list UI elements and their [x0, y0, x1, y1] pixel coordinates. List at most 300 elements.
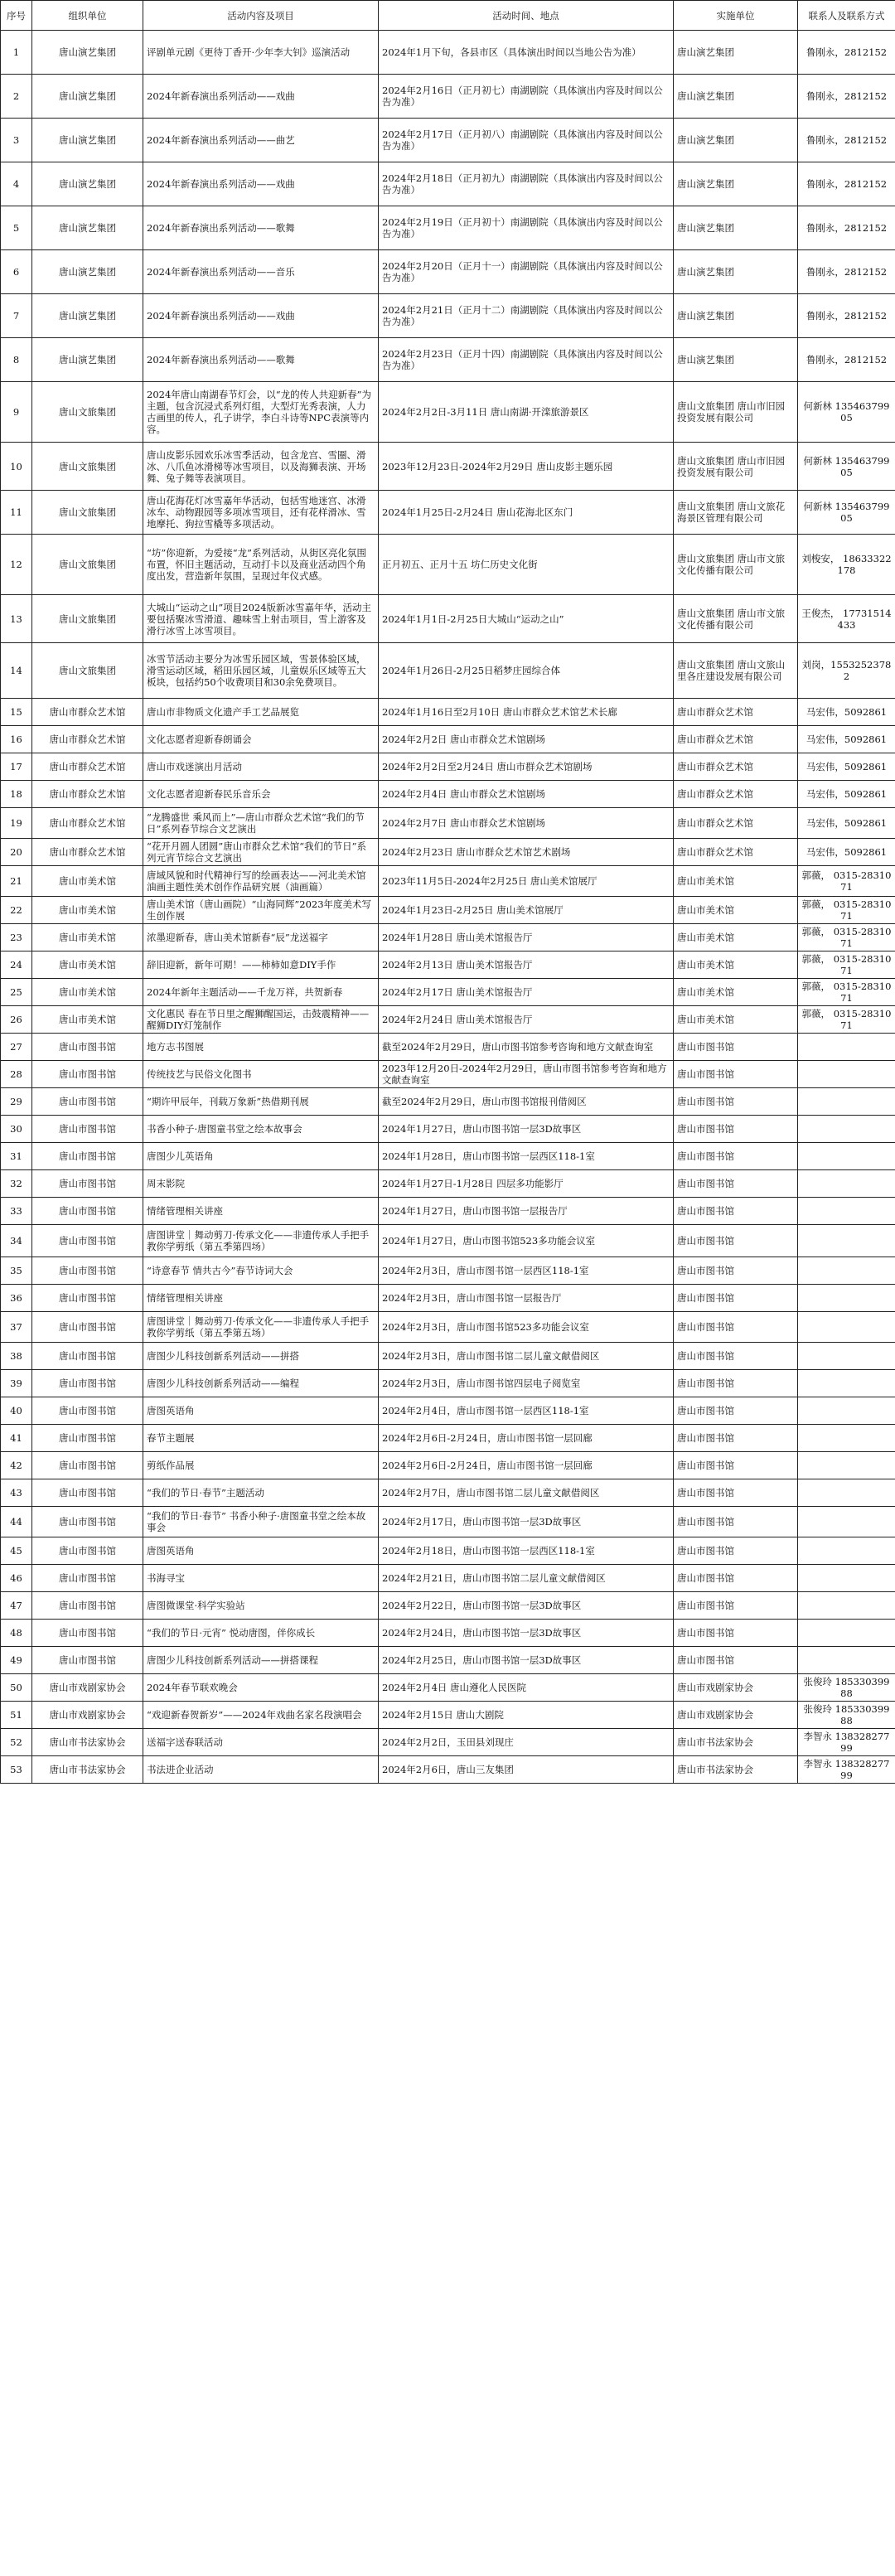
- table-body: [1, 31, 895, 1784]
- cell-organizer: 唐山市图书馆: [32, 1452, 143, 1479]
- cell-contact: 鲁刚永，2812152: [798, 206, 895, 250]
- cell-time-place: 2024年2月2日-3月11日 唐山南湖·开滦旅游景区: [379, 382, 674, 443]
- cell-index: 17: [1, 753, 32, 781]
- cell-activity: 2024年新春演出系列活动——戏曲: [143, 75, 379, 119]
- header-time-place: 活动时间、地点: [379, 1, 674, 31]
- cell-time-place: 2024年2月21日，唐山市图书馆二层儿童文献借阅区: [379, 1565, 674, 1592]
- cell-activity: 剪纸作品展: [143, 1452, 379, 1479]
- table-row: [1, 979, 895, 1006]
- cell-index: 16: [1, 726, 32, 753]
- cell-index: 18: [1, 781, 32, 808]
- cell-activity: 周末影院: [143, 1170, 379, 1198]
- cell-contact: 马宏伟，5092861: [798, 781, 895, 808]
- cell-index: 7: [1, 294, 32, 338]
- table-row: [1, 31, 895, 75]
- table-row: [1, 595, 895, 643]
- cell-activity: 评剧单元剧《更待丁香开·少年李大钊》巡演活动: [143, 31, 379, 75]
- cell-organizer: 唐山市图书馆: [32, 1507, 143, 1537]
- table-row: [1, 382, 895, 443]
- cell-activity: 唐域风貌和时代精神行写的绘画表达——河北美术馆油画主题性美术创作作品研究展（油画篇）: [143, 866, 379, 897]
- cell-activity: 唐图少儿科技创新系列活动——拼搭: [143, 1343, 379, 1370]
- table-row: [1, 1312, 895, 1343]
- cell-time-place: 2024年2月2日，玉田县刘现庄: [379, 1729, 674, 1756]
- cell-organizer: 唐山市美术馆: [32, 897, 143, 924]
- cell-implementer: 唐山市图书馆: [674, 1452, 798, 1479]
- cell-index: 49: [1, 1647, 32, 1674]
- cell-activity: 唐图讲堂｜舞动剪刀·传承文化——非遗传承人手把手教你学剪纸（第五季第五场）: [143, 1312, 379, 1343]
- cell-time-place: 截至2024年2月29日，唐山市图书馆报刊借阅区: [379, 1088, 674, 1116]
- cell-organizer: 唐山市图书馆: [32, 1312, 143, 1343]
- table-row: [1, 1620, 895, 1647]
- cell-contact: [798, 1592, 895, 1620]
- table-row: [1, 1034, 895, 1061]
- cell-index: 45: [1, 1537, 32, 1565]
- cell-activity: 唐图少儿英语角: [143, 1143, 379, 1170]
- cell-contact: [798, 1425, 895, 1452]
- cell-index: 14: [1, 643, 32, 699]
- cell-activity: 唐图微课堂·科学实验站: [143, 1592, 379, 1620]
- cell-contact: 李智永 13832827799: [798, 1756, 895, 1784]
- cell-implementer: 唐山文旅集团 唐山市旧园投资发展有限公司: [674, 382, 798, 443]
- cell-contact: 张俊玲 18533039988: [798, 1702, 895, 1729]
- cell-activity: 地方志书图展: [143, 1034, 379, 1061]
- cell-implementer: 唐山市戏剧家协会: [674, 1674, 798, 1702]
- cell-activity: “戏迎新春贺新岁”——2024年戏曲名家名段演唱会: [143, 1702, 379, 1729]
- cell-contact: 马宏伟，5092861: [798, 839, 895, 866]
- cell-contact: 马宏伟，5092861: [798, 753, 895, 781]
- cell-organizer: 唐山市群众艺术馆: [32, 839, 143, 866]
- table-row: [1, 1198, 895, 1225]
- table-row: [1, 1507, 895, 1537]
- table-row: [1, 1285, 895, 1312]
- cell-time-place: 2023年11月5日-2024年2月25日 唐山美术馆展厅: [379, 866, 674, 897]
- table-row: [1, 839, 895, 866]
- cell-activity: 唐图讲堂｜舞动剪刀·传承文化——非遗传承人手把手教你学剪纸（第五季第四场）: [143, 1225, 379, 1257]
- cell-activity: 唐图英语角: [143, 1397, 379, 1425]
- cell-implementer: 唐山演艺集团: [674, 338, 798, 382]
- cell-implementer: 唐山市图书馆: [674, 1116, 798, 1143]
- table-row: [1, 699, 895, 726]
- cell-contact: 鲁刚永，2812152: [798, 119, 895, 162]
- cell-contact: [798, 1225, 895, 1257]
- cell-implementer: 唐山市群众艺术馆: [674, 839, 798, 866]
- cell-contact: [798, 1370, 895, 1397]
- cell-time-place: 2024年2月24日，唐山市图书馆一层3D故事区: [379, 1620, 674, 1647]
- cell-time-place: 2024年2月20日（正月十一）南湖剧院（具体演出内容及时间以公告为准）: [379, 250, 674, 294]
- cell-contact: 刘岗，15532523782: [798, 643, 895, 699]
- cell-organizer: 唐山市图书馆: [32, 1370, 143, 1397]
- cell-organizer: 唐山市群众艺术馆: [32, 781, 143, 808]
- cell-contact: 郭薇， 0315-2831071: [798, 979, 895, 1006]
- cell-time-place: 2024年2月17日，唐山市图书馆一层3D故事区: [379, 1507, 674, 1537]
- cell-implementer: 唐山市美术馆: [674, 866, 798, 897]
- cell-activity: 2024年新春演出系列活动——曲艺: [143, 119, 379, 162]
- header-row: [1, 1, 895, 31]
- cell-index: 30: [1, 1116, 32, 1143]
- cell-time-place: 2024年2月19日（正月初十）南湖剧院（具体演出内容及时间以公告为准）: [379, 206, 674, 250]
- cell-organizer: 唐山市图书馆: [32, 1088, 143, 1116]
- cell-implementer: 唐山市图书馆: [674, 1198, 798, 1225]
- cell-time-place: 2024年2月21日（正月十二）南湖剧院（具体演出内容及时间以公告为准）: [379, 294, 674, 338]
- cell-time-place: 2024年2月3日，唐山市图书馆523多功能会议室: [379, 1312, 674, 1343]
- cell-contact: [798, 1507, 895, 1537]
- cell-organizer: 唐山市图书馆: [32, 1537, 143, 1565]
- cell-organizer: 唐山市图书馆: [32, 1285, 143, 1312]
- cell-organizer: 唐山市群众艺术馆: [32, 753, 143, 781]
- cell-index: 22: [1, 897, 32, 924]
- cell-activity: 书法进企业活动: [143, 1756, 379, 1784]
- cell-index: 43: [1, 1479, 32, 1507]
- table-row: [1, 1397, 895, 1425]
- cell-time-place: 2024年2月13日 唐山美术馆报告厅: [379, 951, 674, 979]
- cell-organizer: 唐山市群众艺术馆: [32, 699, 143, 726]
- table-row: [1, 1729, 895, 1756]
- cell-activity: 唐山市戏迷演出月活动: [143, 753, 379, 781]
- cell-contact: [798, 1565, 895, 1592]
- cell-activity: “诗意春节 情共古今”春节诗词大会: [143, 1257, 379, 1285]
- table-row: [1, 924, 895, 951]
- table-row: [1, 119, 895, 162]
- cell-index: 8: [1, 338, 32, 382]
- cell-implementer: 唐山文旅集团 唐山文旅山里各庄建设发展有限公司: [674, 643, 798, 699]
- table-row: [1, 726, 895, 753]
- cell-time-place: 2024年2月23日（正月十四）南湖剧院（具体演出内容及时间以公告为准）: [379, 338, 674, 382]
- cell-implementer: 唐山演艺集团: [674, 31, 798, 75]
- table-row: [1, 491, 895, 535]
- table-row: [1, 1343, 895, 1370]
- cell-implementer: 唐山市美术馆: [674, 979, 798, 1006]
- cell-index: 2: [1, 75, 32, 119]
- cell-contact: [798, 1312, 895, 1343]
- cell-contact: 马宏伟，5092861: [798, 699, 895, 726]
- cell-time-place: 2024年2月24日 唐山美术馆报告厅: [379, 1006, 674, 1034]
- cell-organizer: 唐山市美术馆: [32, 951, 143, 979]
- cell-index: 25: [1, 979, 32, 1006]
- cell-contact: [798, 1198, 895, 1225]
- cell-implementer: 唐山市图书馆: [674, 1537, 798, 1565]
- cell-organizer: 唐山市书法家协会: [32, 1729, 143, 1756]
- table-row: [1, 206, 895, 250]
- cell-activity: 唐图英语角: [143, 1537, 379, 1565]
- table-row: [1, 1370, 895, 1397]
- cell-index: 1: [1, 31, 32, 75]
- cell-contact: 鲁刚永，2812152: [798, 75, 895, 119]
- cell-organizer: 唐山市图书馆: [32, 1170, 143, 1198]
- cell-implementer: 唐山市美术馆: [674, 924, 798, 951]
- cell-organizer: 唐山市图书馆: [32, 1225, 143, 1257]
- table-row: [1, 1565, 895, 1592]
- cell-contact: 马宏伟，5092861: [798, 808, 895, 839]
- cell-activity: 唐图少儿科技创新系列活动——编程: [143, 1370, 379, 1397]
- cell-index: 36: [1, 1285, 32, 1312]
- cell-time-place: 2024年2月7日，唐山市图书馆二层儿童文献借阅区: [379, 1479, 674, 1507]
- cell-index: 37: [1, 1312, 32, 1343]
- cell-activity: “龙腾盛世 乘风而上”—唐山市群众艺术馆“我们的节日”系列春节综合文艺演出: [143, 808, 379, 839]
- cell-time-place: 2024年2月23日 唐山市群众艺术馆艺术剧场: [379, 839, 674, 866]
- cell-index: 39: [1, 1370, 32, 1397]
- cell-activity: 2024年新年主题活动——千龙万祥，共贺新春: [143, 979, 379, 1006]
- table-row: [1, 866, 895, 897]
- cell-contact: [798, 1116, 895, 1143]
- cell-contact: [798, 1061, 895, 1088]
- cell-time-place: 2024年1月26日-2月25日稻梦庄园综合体: [379, 643, 674, 699]
- cell-contact: 郭薇， 0315-2831071: [798, 897, 895, 924]
- cell-implementer: 唐山文旅集团 唐山市文旅文化传播有限公司: [674, 535, 798, 595]
- cell-time-place: 2024年1月16日至2月10日 唐山市群众艺术馆艺术长廊: [379, 699, 674, 726]
- cell-implementer: 唐山市书法家协会: [674, 1756, 798, 1784]
- cell-activity: 2024年新春演出系列活动——歌舞: [143, 206, 379, 250]
- cell-index: 42: [1, 1452, 32, 1479]
- cell-time-place: 2024年2月25日，唐山市图书馆一层3D故事区: [379, 1647, 674, 1674]
- cell-contact: 鲁刚永，2812152: [798, 338, 895, 382]
- cell-implementer: 唐山市图书馆: [674, 1479, 798, 1507]
- cell-index: 23: [1, 924, 32, 951]
- table-row: [1, 951, 895, 979]
- cell-contact: 鲁刚永，2812152: [798, 162, 895, 206]
- cell-organizer: 唐山市美术馆: [32, 979, 143, 1006]
- cell-time-place: 2024年1月27日，唐山市图书馆一层报告厅: [379, 1198, 674, 1225]
- cell-index: 35: [1, 1257, 32, 1285]
- cell-contact: 马宏伟，5092861: [798, 726, 895, 753]
- table-row: [1, 781, 895, 808]
- cell-activity: 情绪管理相关讲座: [143, 1285, 379, 1312]
- cell-organizer: 唐山市戏剧家协会: [32, 1674, 143, 1702]
- table-row: [1, 1452, 895, 1479]
- header-contact: 联系人及联系方式: [798, 1, 895, 31]
- cell-organizer: 唐山演艺集团: [32, 31, 143, 75]
- table-row: [1, 1592, 895, 1620]
- cell-organizer: 唐山文旅集团: [32, 535, 143, 595]
- cell-implementer: 唐山市群众艺术馆: [674, 753, 798, 781]
- cell-time-place: 2024年1月27日，唐山市图书馆一层3D故事区: [379, 1116, 674, 1143]
- cell-index: 46: [1, 1565, 32, 1592]
- cell-index: 27: [1, 1034, 32, 1061]
- header-implementer: 实施单位: [674, 1, 798, 31]
- cell-time-place: 2023年12月23日-2024年2月29日 唐山皮影主题乐园: [379, 443, 674, 491]
- table-row: [1, 1674, 895, 1702]
- table-row: [1, 1116, 895, 1143]
- cell-contact: [798, 1143, 895, 1170]
- cell-implementer: 唐山市美术馆: [674, 951, 798, 979]
- table-row: [1, 75, 895, 119]
- cell-implementer: 唐山市图书馆: [674, 1647, 798, 1674]
- table-row: [1, 294, 895, 338]
- cell-time-place: 2023年12月20日-2024年2月29日，唐山市图书馆参考咨询和地方文献查询室: [379, 1061, 674, 1088]
- cell-index: 53: [1, 1756, 32, 1784]
- cell-implementer: 唐山文旅集团 唐山市文旅文化传播有限公司: [674, 595, 798, 643]
- cell-organizer: 唐山文旅集团: [32, 443, 143, 491]
- cell-organizer: 唐山市图书馆: [32, 1257, 143, 1285]
- cell-activity: 送福字送春联活动: [143, 1729, 379, 1756]
- cell-implementer: 唐山市图书馆: [674, 1507, 798, 1537]
- cell-organizer: 唐山市图书馆: [32, 1565, 143, 1592]
- cell-implementer: 唐山演艺集团: [674, 162, 798, 206]
- cell-time-place: 2024年2月17日（正月初八）南湖剧院（具体演出内容及时间以公告为准）: [379, 119, 674, 162]
- cell-time-place: 2024年2月17日 唐山美术馆报告厅: [379, 979, 674, 1006]
- cell-time-place: 正月初五、正月十五 坊仁历史文化街: [379, 535, 674, 595]
- table-row: [1, 1479, 895, 1507]
- cell-organizer: 唐山市美术馆: [32, 866, 143, 897]
- header-index: 序号: [1, 1, 32, 31]
- cell-implementer: 唐山市图书馆: [674, 1034, 798, 1061]
- cell-index: 32: [1, 1170, 32, 1198]
- cell-activity: 文化惠民 春在节日里之醒狮醒国运，击鼓震精神——醒狮DIY灯笼制作: [143, 1006, 379, 1034]
- cell-activity: “我们的节日·元宵” 悦动唐图，伴你成长: [143, 1620, 379, 1647]
- cell-organizer: 唐山市图书馆: [32, 1061, 143, 1088]
- cell-time-place: 2024年2月3日，唐山市图书馆二层儿童文献借阅区: [379, 1343, 674, 1370]
- cell-implementer: 唐山市图书馆: [674, 1257, 798, 1285]
- cell-activity: 唐山花海花灯冰雪嘉年华活动，包括雪地迷宫、冰滑冰车、动物跟园等多项冰雪项目，还有花样滑冰、雪地摩托、狗拉雪橇等多项活动。: [143, 491, 379, 535]
- cell-implementer: 唐山市图书馆: [674, 1620, 798, 1647]
- cell-time-place: 2024年2月3日，唐山市图书馆四层电子阅览室: [379, 1370, 674, 1397]
- cell-contact: 郭薇， 0315-2831071: [798, 866, 895, 897]
- cell-time-place: 2024年2月6日-2月24日，唐山市图书馆一层回廊: [379, 1425, 674, 1452]
- cell-activity: 2024年新春演出系列活动——戏曲: [143, 294, 379, 338]
- cell-index: 28: [1, 1061, 32, 1088]
- cell-activity: 唐山市非物质文化遗产手工艺品展览: [143, 699, 379, 726]
- cell-index: 33: [1, 1198, 32, 1225]
- cell-contact: 鲁刚永，2812152: [798, 250, 895, 294]
- cell-index: 15: [1, 699, 32, 726]
- cell-index: 11: [1, 491, 32, 535]
- cell-implementer: 唐山市图书馆: [674, 1061, 798, 1088]
- cell-implementer: 唐山市图书馆: [674, 1370, 798, 1397]
- table-row: [1, 443, 895, 491]
- cell-contact: [798, 1034, 895, 1061]
- cell-organizer: 唐山市图书馆: [32, 1397, 143, 1425]
- cell-activity: 浓墨迎新春，唐山美术馆新春“辰”龙送福字: [143, 924, 379, 951]
- cell-activity: “我们的节日·春节” 书香小种子·唐图童书堂之绘本故事会: [143, 1507, 379, 1537]
- cell-implementer: 唐山市图书馆: [674, 1312, 798, 1343]
- cell-activity: “坊”你迎新，为爱接“龙”系列活动，从街区亮化氛围布置，怀旧主题活动，互动打卡以及商业活动四个角度出发，营造新年氛围，呈现过年仪式感。: [143, 535, 379, 595]
- cell-organizer: 唐山市群众艺术馆: [32, 808, 143, 839]
- cell-implementer: 唐山市群众艺术馆: [674, 808, 798, 839]
- cell-activity: “花开月圆人团圆”唐山市群众艺术馆“我们的节日”系列元宵节综合文艺演出: [143, 839, 379, 866]
- cell-organizer: 唐山市图书馆: [32, 1143, 143, 1170]
- cell-contact: 何新林 13546379905: [798, 491, 895, 535]
- cell-implementer: 唐山市图书馆: [674, 1170, 798, 1198]
- cell-time-place: 2024年1月28日，唐山市图书馆一层西区118-1室: [379, 1143, 674, 1170]
- cell-time-place: 2024年2月18日（正月初九）南湖剧院（具体演出内容及时间以公告为准）: [379, 162, 674, 206]
- cell-time-place: 2024年2月3日，唐山市图书馆一层西区118-1室: [379, 1257, 674, 1285]
- cell-time-place: 2024年2月6日-2月24日，唐山市图书馆一层回廊: [379, 1452, 674, 1479]
- table-row: [1, 753, 895, 781]
- cell-implementer: 唐山市图书馆: [674, 1225, 798, 1257]
- cell-time-place: 2024年2月7日 唐山市群众艺术馆剧场: [379, 808, 674, 839]
- table-row: [1, 1006, 895, 1034]
- cell-organizer: 唐山演艺集团: [32, 206, 143, 250]
- cell-activity: 2024年新春演出系列活动——歌舞: [143, 338, 379, 382]
- table-row: [1, 1425, 895, 1452]
- cell-index: 24: [1, 951, 32, 979]
- cell-activity: 文化志愿者迎新春朗诵会: [143, 726, 379, 753]
- cell-index: 48: [1, 1620, 32, 1647]
- cell-activity: 书香小种子·唐图童书堂之绘本故事会: [143, 1116, 379, 1143]
- cell-implementer: 唐山演艺集团: [674, 206, 798, 250]
- cell-contact: 鲁刚永，2812152: [798, 31, 895, 75]
- table-row: [1, 1088, 895, 1116]
- cell-implementer: 唐山市图书馆: [674, 1397, 798, 1425]
- cell-contact: [798, 1620, 895, 1647]
- cell-activity: 2024年春节联欢晚会: [143, 1674, 379, 1702]
- cell-time-place: 2024年1月下旬，各县市区（具体演出时间以当地公告为准）: [379, 31, 674, 75]
- cell-activity: 唐图少儿科技创新系列活动——拼搭课程: [143, 1647, 379, 1674]
- cell-organizer: 唐山市图书馆: [32, 1116, 143, 1143]
- table-row: [1, 643, 895, 699]
- cell-contact: [798, 1479, 895, 1507]
- cell-contact: 刘梭安， 18633322178: [798, 535, 895, 595]
- cell-implementer: 唐山演艺集团: [674, 294, 798, 338]
- cell-index: 29: [1, 1088, 32, 1116]
- cell-time-place: 2024年2月22日，唐山市图书馆一层3D故事区: [379, 1592, 674, 1620]
- table-row: [1, 808, 895, 839]
- cell-index: 41: [1, 1425, 32, 1452]
- cell-contact: 郭薇， 0315-2831071: [798, 951, 895, 979]
- cell-index: 20: [1, 839, 32, 866]
- cell-organizer: 唐山文旅集团: [32, 643, 143, 699]
- cell-implementer: 唐山市图书馆: [674, 1143, 798, 1170]
- cell-implementer: 唐山市图书馆: [674, 1343, 798, 1370]
- cell-index: 9: [1, 382, 32, 443]
- cell-time-place: 2024年1月27日-1月28日 四层多功能影厅: [379, 1170, 674, 1198]
- cell-implementer: 唐山市图书馆: [674, 1592, 798, 1620]
- cell-activity: “我们的节日·春节”主题活动: [143, 1479, 379, 1507]
- cell-implementer: 唐山市群众艺术馆: [674, 726, 798, 753]
- cell-implementer: 唐山文旅集团 唐山市旧园投资发展有限公司: [674, 443, 798, 491]
- cell-activity: 2024年唐山南湖春节灯会，以“龙的传人共迎新春”为主题，包含沉浸式系列灯组，大型灯光秀表演，人力古画里的传人，孔子讲学，李白斗诗等NPC表演等内容。: [143, 382, 379, 443]
- cell-index: 52: [1, 1729, 32, 1756]
- cell-implementer: 唐山市美术馆: [674, 1006, 798, 1034]
- cell-time-place: 2024年2月4日 唐山市群众艺术馆剧场: [379, 781, 674, 808]
- cell-organizer: 唐山市书法家协会: [32, 1756, 143, 1784]
- cell-time-place: 2024年2月15日 唐山大剧院: [379, 1702, 674, 1729]
- cell-contact: [798, 1537, 895, 1565]
- cell-organizer: 唐山市图书馆: [32, 1425, 143, 1452]
- cell-implementer: 唐山演艺集团: [674, 75, 798, 119]
- cell-contact: [798, 1170, 895, 1198]
- cell-time-place: 2024年2月3日，唐山市图书馆一层报告厅: [379, 1285, 674, 1312]
- cell-implementer: 唐山演艺集团: [674, 250, 798, 294]
- cell-implementer: 唐山市图书馆: [674, 1565, 798, 1592]
- cell-implementer: 唐山演艺集团: [674, 119, 798, 162]
- cell-organizer: 唐山市图书馆: [32, 1620, 143, 1647]
- table-row: [1, 1756, 895, 1784]
- cell-time-place: 2024年2月6日，唐山三友集团: [379, 1756, 674, 1784]
- cell-contact: [798, 1257, 895, 1285]
- cell-implementer: 唐山市群众艺术馆: [674, 781, 798, 808]
- cell-activity: 春节主题展: [143, 1425, 379, 1452]
- cell-index: 31: [1, 1143, 32, 1170]
- cell-index: 44: [1, 1507, 32, 1537]
- cell-time-place: 2024年2月2日至2月24日 唐山市群众艺术馆剧场: [379, 753, 674, 781]
- cell-organizer: 唐山市美术馆: [32, 924, 143, 951]
- table-row: [1, 897, 895, 924]
- table-row: [1, 1061, 895, 1088]
- cell-implementer: 唐山市美术馆: [674, 897, 798, 924]
- cell-time-place: 2024年2月4日，唐山市图书馆一层西区118-1室: [379, 1397, 674, 1425]
- cell-organizer: 唐山市图书馆: [32, 1034, 143, 1061]
- cell-organizer: 唐山市图书馆: [32, 1647, 143, 1674]
- cell-contact: [798, 1397, 895, 1425]
- cell-implementer: 唐山市书法家协会: [674, 1729, 798, 1756]
- cell-index: 47: [1, 1592, 32, 1620]
- table-row: [1, 1647, 895, 1674]
- cell-contact: 鲁刚永，2812152: [798, 294, 895, 338]
- cell-organizer: 唐山市戏剧家协会: [32, 1702, 143, 1729]
- cell-organizer: 唐山演艺集团: [32, 119, 143, 162]
- table-row: [1, 1225, 895, 1257]
- cell-implementer: 唐山市图书馆: [674, 1425, 798, 1452]
